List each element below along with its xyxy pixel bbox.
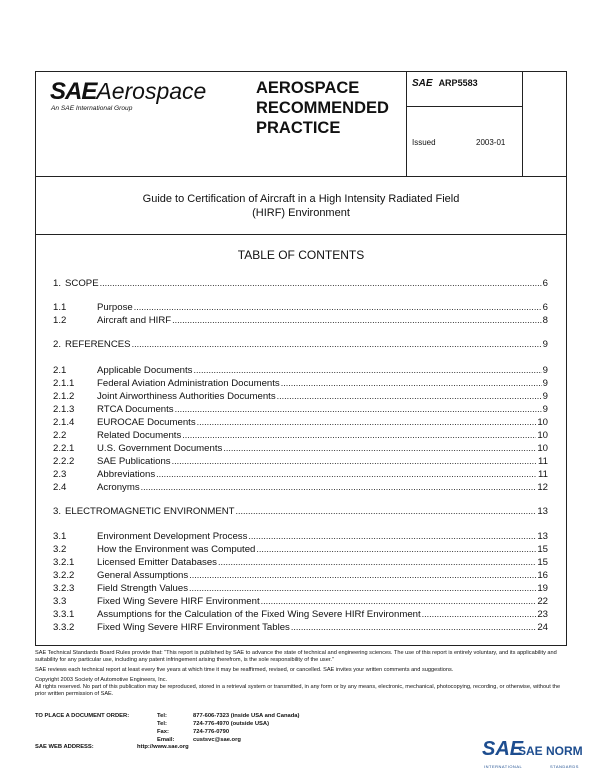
toc-entry[interactable] xyxy=(53,339,548,351)
toc-leader-dots xyxy=(172,315,542,325)
toc-entry-label: Aircraft and HIRF xyxy=(97,315,172,326)
footer-review: SAE reviews each technical report at least every five years at which time it may be reaffirmed, revised, or cancelled. SAE invites your written comments and suggestions. xyxy=(35,667,454,673)
document-frame xyxy=(35,71,567,646)
toc-entry-label: Assumptions for the Calculation of the Fixed Wing Severe HIRf Environment xyxy=(97,609,421,620)
toc-entry-number: 3.3.1 xyxy=(53,609,75,620)
toc-entry-number: 2.1.1 xyxy=(53,378,75,389)
toc-entry-page: 19 xyxy=(537,583,548,594)
toc-entry[interactable] xyxy=(53,302,548,314)
toc-leader-dots xyxy=(277,391,542,401)
toc-leader-dots xyxy=(256,544,536,554)
tel2-label: Tel: xyxy=(157,721,167,727)
toc-entry-label: Acronyms xyxy=(97,482,140,493)
toc-entry-page: 22 xyxy=(537,596,548,607)
footer xyxy=(35,650,567,701)
toc-entry[interactable] xyxy=(53,609,548,621)
issued-date: 2003-01 xyxy=(476,138,506,147)
toc-entry[interactable] xyxy=(53,430,548,442)
toc-entry-number: 2.2 xyxy=(53,430,67,441)
toc-leader-dots xyxy=(172,456,537,466)
web-label: SAE WEB ADDRESS: xyxy=(35,744,94,750)
toc-entry-page: 10 xyxy=(537,443,548,454)
toc-entry[interactable] xyxy=(53,365,548,377)
toc-entry-page: 10 xyxy=(537,417,548,428)
sae-norm-logo xyxy=(482,738,600,774)
toc-entry[interactable] xyxy=(53,278,548,290)
toc-entry[interactable] xyxy=(53,531,548,543)
toc-entry-page: 6 xyxy=(542,278,548,289)
toc-entry[interactable] xyxy=(53,544,548,556)
toc-entry[interactable] xyxy=(53,557,548,569)
toc-entry-page: 13 xyxy=(537,531,548,542)
email-label: Email: xyxy=(157,737,175,743)
toc-entry-label: ELECTROMAGNETIC ENVIRONMENT xyxy=(65,506,235,517)
toc-entry[interactable] xyxy=(53,622,548,634)
toc-entry-page: 11 xyxy=(538,456,548,467)
toc-entry-label: SAE Publications xyxy=(97,456,171,467)
toc-leader-dots xyxy=(281,378,542,388)
toc-entry[interactable] xyxy=(53,378,548,390)
fax-label: Fax: xyxy=(157,729,169,735)
toc-entry[interactable] xyxy=(53,391,548,403)
toc-entry-page: 23 xyxy=(537,609,548,620)
logo-subtitle: An SAE International Group xyxy=(51,105,133,112)
toc-entry-page: 9 xyxy=(542,365,548,376)
brand-sub-standards: STANDARDS xyxy=(550,764,579,769)
toc-entry-number: 2.2.2 xyxy=(53,456,75,467)
toc-entry-label: Federal Aviation Administration Documents xyxy=(97,378,280,389)
toc-entry-label: Fixed Wing Severe HIRF Environment xyxy=(97,596,260,607)
toc-entry-page: 9 xyxy=(542,378,548,389)
document-type: AEROSPACE RECOMMENDED PRACTICE xyxy=(256,79,389,137)
toc-entry-number: 2.4 xyxy=(53,482,67,493)
toc-entry-number: 2.1.4 xyxy=(53,417,75,428)
logo-aerospace: Aerospace xyxy=(96,78,207,104)
toc-entry-label: Applicable Documents xyxy=(97,365,193,376)
toc-entry-number: 3.2.3 xyxy=(53,583,75,594)
toc-entry[interactable] xyxy=(53,404,548,416)
toc-leader-dots xyxy=(197,417,537,427)
doc-id-sae: SAE xyxy=(412,78,433,89)
toc-leader-dots xyxy=(223,443,536,453)
web-address xyxy=(35,744,189,750)
toc-leader-dots xyxy=(291,622,536,632)
toc-entry-number: 2.1.2 xyxy=(53,391,75,402)
footer-rights: All rights reserved. No part of this publication may be reproduced, stored in a retrieval system or transmitted, in any form or by any means, electronic, mechanical, photocopying, recording, or otherwise, without the prior written permission of SAE. xyxy=(35,684,561,697)
header-divider-vertical-1 xyxy=(406,72,407,176)
toc-leader-dots xyxy=(132,339,542,349)
brand-name: SAE NORM xyxy=(518,744,583,758)
email-value[interactable]: custsvc@sae.org xyxy=(193,737,241,743)
toc-entry-page: 24 xyxy=(537,622,548,633)
header-divider-vertical-2 xyxy=(522,72,523,176)
toc-entry-number: 2.3 xyxy=(53,469,67,480)
brand-mark: SAE xyxy=(482,738,524,760)
toc-entry-number: 2.2.1 xyxy=(53,443,75,454)
footer-copyright xyxy=(35,677,567,698)
logo-sae: SAE xyxy=(50,78,97,105)
toc-entry-label: Purpose xyxy=(97,302,133,313)
toc-entry-number: 3.3 xyxy=(53,596,67,607)
toc-leader-dots xyxy=(189,570,536,580)
toc-entry-number: 3.1 xyxy=(53,531,67,542)
toc-entry-number: 1. xyxy=(53,278,62,289)
toc-entry[interactable] xyxy=(53,417,548,429)
toc-entry-page: 6 xyxy=(542,302,548,313)
toc-entry-number: 3.2.1 xyxy=(53,557,75,568)
toc-entry-label: Field Strength Values xyxy=(97,583,189,594)
toc-entry-page: 15 xyxy=(537,557,548,568)
toc-entry-number: 3.2 xyxy=(53,544,67,555)
toc-entry[interactable] xyxy=(53,583,548,595)
document-id xyxy=(412,78,478,89)
toc-leader-dots xyxy=(175,404,542,414)
toc-entry-label: How the Environment was Computed xyxy=(97,544,256,555)
toc-leader-dots xyxy=(141,482,537,492)
toc-entry[interactable] xyxy=(53,456,548,468)
toc-entry-label: Environment Development Process xyxy=(97,531,248,542)
toc-leader-dots xyxy=(189,583,536,593)
toc-entry[interactable] xyxy=(53,506,548,518)
toc-entry-label: EUROCAE Documents xyxy=(97,417,196,428)
tel-label: Tel: xyxy=(157,713,167,719)
toc-entry-number: 3.3.2 xyxy=(53,622,75,633)
toc-entry-page: 8 xyxy=(542,315,548,326)
toc-entry-page: 9 xyxy=(542,404,548,415)
toc-entry-label: Abbreviations xyxy=(97,469,156,480)
toc-entry-page: 10 xyxy=(537,430,548,441)
toc-entry[interactable] xyxy=(53,315,548,327)
toc-leader-dots xyxy=(134,302,542,312)
toc-leader-dots xyxy=(156,469,537,479)
fax-value: 724-776-0790 xyxy=(193,729,230,735)
toc-entry-number: 3. xyxy=(53,506,62,517)
toc-entry-number: 1.2 xyxy=(53,315,67,326)
title-divider xyxy=(36,234,566,235)
toc-entry-label: REFERENCES xyxy=(65,339,131,350)
toc-entry-page: 16 xyxy=(537,570,548,581)
toc-entry-label: Licensed Emitter Databases xyxy=(97,557,217,568)
toc-entry-number: 2.1 xyxy=(53,365,67,376)
toc-entry-label: RTCA Documents xyxy=(97,404,174,415)
footer-copyright-line: Copyright 2003 Society of Automotive Engineers, Inc. xyxy=(35,677,168,683)
toc-entry[interactable] xyxy=(53,443,548,455)
toc-entry-page: 15 xyxy=(537,544,548,555)
order-label: TO PLACE A DOCUMENT ORDER: xyxy=(35,713,130,719)
toc-entry-page: 9 xyxy=(542,339,548,350)
toc-leader-dots xyxy=(100,278,542,288)
toc-leader-dots xyxy=(182,430,536,440)
brand-sub-international: INTERNATIONAL xyxy=(484,764,523,769)
toc-entry-page: 11 xyxy=(538,469,548,480)
header-divider xyxy=(36,176,566,177)
toc-leader-dots xyxy=(261,596,537,606)
document-title xyxy=(36,192,566,220)
document-title-text: Guide to Certification of Aircraft in a High Intensity Radiated Field (HIRF) Environment xyxy=(142,193,460,219)
toc-entry-page: 13 xyxy=(537,506,548,517)
toc-entry-number: 1.1 xyxy=(53,302,67,313)
toc-entry-page: 9 xyxy=(542,391,548,402)
toc-heading: TABLE OF CONTENTS xyxy=(237,248,365,262)
toc-leader-dots xyxy=(248,531,536,541)
toc-leader-dots xyxy=(218,557,536,567)
tel-value: 877-606-7323 (inside USA and Canada) xyxy=(193,713,300,719)
doc-id-number: ARP5583 xyxy=(438,78,478,88)
toc-entry-label: Fixed Wing Severe HIRF Environment Tables xyxy=(97,622,290,633)
toc-leader-dots xyxy=(193,365,541,375)
toc-entry-number: 2. xyxy=(53,339,62,350)
web-link[interactable]: http://www.sae.org xyxy=(136,744,189,750)
toc-entry-label: SCOPE xyxy=(65,278,99,289)
tel2-value: 724-776-4970 (outside USA) xyxy=(193,721,270,727)
footer-rules: SAE Technical Standards Board Rules provide that: “This report is published by SAE to advance the state of technical and engineering sciences. The use of this report is entirely voluntary, and its applicability and suitability for any particular use, including any patent infringement arising therefrom, is the sole responsibility of the user.” xyxy=(35,650,557,663)
toc-entry-number: 2.1.3 xyxy=(53,404,75,415)
toc-entry[interactable] xyxy=(53,596,548,608)
toc-leader-dots xyxy=(422,609,537,619)
toc-entry[interactable] xyxy=(53,469,548,481)
toc-entry-label: General Assumptions xyxy=(97,570,189,581)
toc-entry[interactable] xyxy=(53,570,548,582)
toc-entry-number: 3.2.2 xyxy=(53,570,75,581)
toc-entry-page: 12 xyxy=(537,482,548,493)
toc-entry-label: U.S. Government Documents xyxy=(97,443,223,454)
issued-label: Issued xyxy=(412,138,436,147)
doc-id-divider xyxy=(406,106,522,107)
toc-entry[interactable] xyxy=(53,482,548,494)
sae-aerospace-logo xyxy=(50,78,207,112)
toc-entry-label: Joint Airworthiness Authorities Documents xyxy=(97,391,276,402)
toc-entry-label: Related Documents xyxy=(97,430,182,441)
toc-leader-dots xyxy=(236,506,537,516)
